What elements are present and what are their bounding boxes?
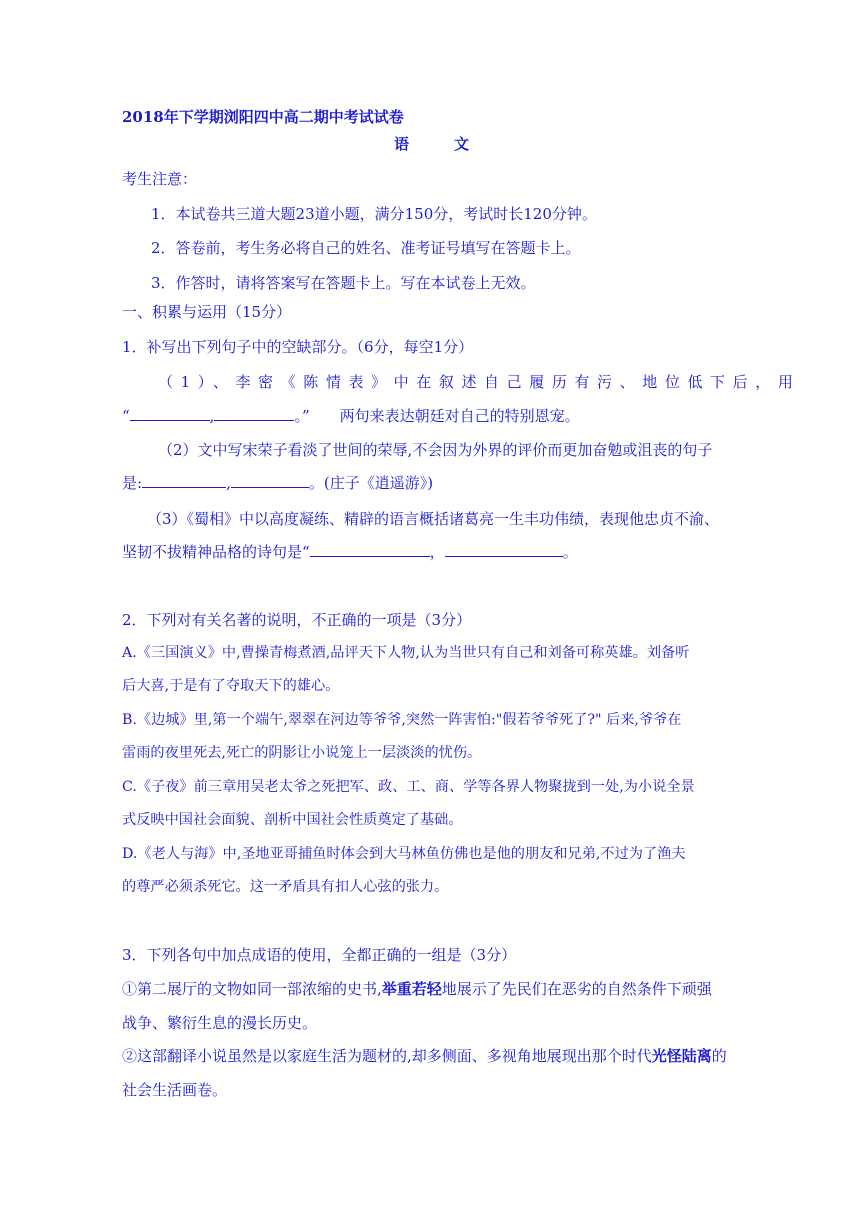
- q1-sub2-line1: （2）文中写宋荣子看淡了世间的荣辱,不会因为外界的评价而更加奋勉或沮丧的句子: [158, 441, 713, 459]
- q1-sub2-line2: [122, 473, 433, 493]
- comma: ,: [226, 474, 231, 492]
- q3-sentence2-line1: [122, 1046, 727, 1066]
- answer-blank: [445, 542, 563, 557]
- q1-sub1-line2: [122, 406, 580, 426]
- option-a-line2: 后大喜,于是有了夺取天下的雄心。: [122, 678, 340, 694]
- dotted-idiom: 光怪陆离: [651, 1047, 712, 1065]
- answer-blank: [214, 406, 294, 421]
- question-stem: 2．下列对有关名著的说明，不正确的一项是（3分）: [122, 611, 472, 629]
- q3-sentence1-line1: [122, 979, 712, 999]
- comma: ，: [429, 543, 445, 561]
- option-b-line2: 雷雨的夜里死去,死亡的阴影让小说笼上一层淡淡的忧伤。: [122, 745, 482, 761]
- q1-sub3-pre: 坚韧不拔精神品格的诗句是“: [122, 543, 310, 561]
- option-d-line2: 的尊严必须杀死它。这一矛盾具有扣人心弦的张力。: [122, 879, 449, 895]
- answer-blank: [310, 542, 430, 557]
- q3-s2-post: 的: [711, 1047, 727, 1065]
- comma: ,: [209, 407, 215, 425]
- answer-blank: [142, 473, 226, 488]
- answer-blank: [231, 473, 309, 488]
- q3-s1-pre: ①第二展厅的文物如同一部浓缩的史书,: [122, 980, 382, 998]
- q3-sentence1-line2: 战争、繁衍生息的漫长历史。: [122, 1014, 318, 1032]
- dotted-idiom: 举重若轻: [381, 980, 442, 998]
- notice-item: 2．答卷前，考生务必将自己的姓名、准考证号填写在答题卡上。: [151, 239, 581, 257]
- option-c-line1: C.《子夜》前三章用吴老太爷之死把军、政、工、商、学等各界人物聚拢到一处,为小说全景: [122, 779, 695, 795]
- option-b-line1: B.《边城》里,第一个端午,翠翠在河边等爷爷,突然一阵害怕:"假若爷爷死了?" 后来,爷爷在: [122, 712, 682, 728]
- q3-sentence2-line2: 社会生活画卷。: [122, 1081, 228, 1099]
- period: 。: [562, 543, 578, 561]
- notice-item: 1．本试卷共三道大题23道小题，满分150分，考试时长120分钟。: [151, 205, 597, 223]
- notice-item: 3．作答时，请将答案写在答题卡上。写在本试卷上无效。: [151, 274, 536, 292]
- answer-blank: [130, 406, 210, 421]
- exam-title: 2018年下学期浏阳四中高二期中考试试卷: [122, 108, 404, 126]
- option-d-line1: D.《老人与海》中,圣地亚哥捕鱼时体会到大马林鱼仿佛也是他的朋友和兄弟,不过为了渔夫: [122, 846, 686, 862]
- option-c-line2: 式反映中国社会面貌、剖析中国社会性质奠定了基础。: [122, 812, 463, 828]
- subject-title: 语 文: [394, 135, 470, 153]
- q3-s2-pre: ②这部翻译小说虽然是以家庭生活为题材的,却多侧面、多视角地展现出那个时代: [122, 1047, 652, 1065]
- question-stem: 3．下列各句中加点成语的使用，全都正确的一组是（3分）: [122, 946, 517, 964]
- notice-title: 考生注意：: [122, 170, 198, 188]
- q1-sub3-line2: [122, 542, 578, 562]
- q3-s1-post: 地展示了先民们在恶劣的自然条件下顽强: [441, 980, 712, 998]
- option-a-line1: A.《三国演义》中,曹操青梅煮酒,品评天下人物,认为当世只有自己和刘备可称英雄。刘备听: [122, 645, 690, 661]
- section-heading: 一、积累与运用（15分）: [122, 303, 292, 321]
- q1-sub1-text: （1）、李密《陈情表》中在叙述自己履历有污、地位低下后，用: [158, 373, 801, 391]
- q1-sub1-tail: 。” 两句来表达朝廷对自己的特别恩宠。: [294, 407, 580, 425]
- question-stem: 1．补写出下列句子中的空缺部分。（6分，每空1分）: [122, 338, 474, 356]
- q1-sub1-line1: [158, 372, 801, 392]
- q1-sub2-pre: 是:: [122, 474, 143, 492]
- quote-open: “: [122, 407, 130, 425]
- q1-sub2-tail: 。(庄子《逍遥游》): [308, 474, 434, 492]
- q1-sub3-line1: （3）《蜀相》中以高度凝练、精辟的语言概括诸葛亮一生丰功伟绩，表现他忠贞不渝、: [147, 510, 720, 528]
